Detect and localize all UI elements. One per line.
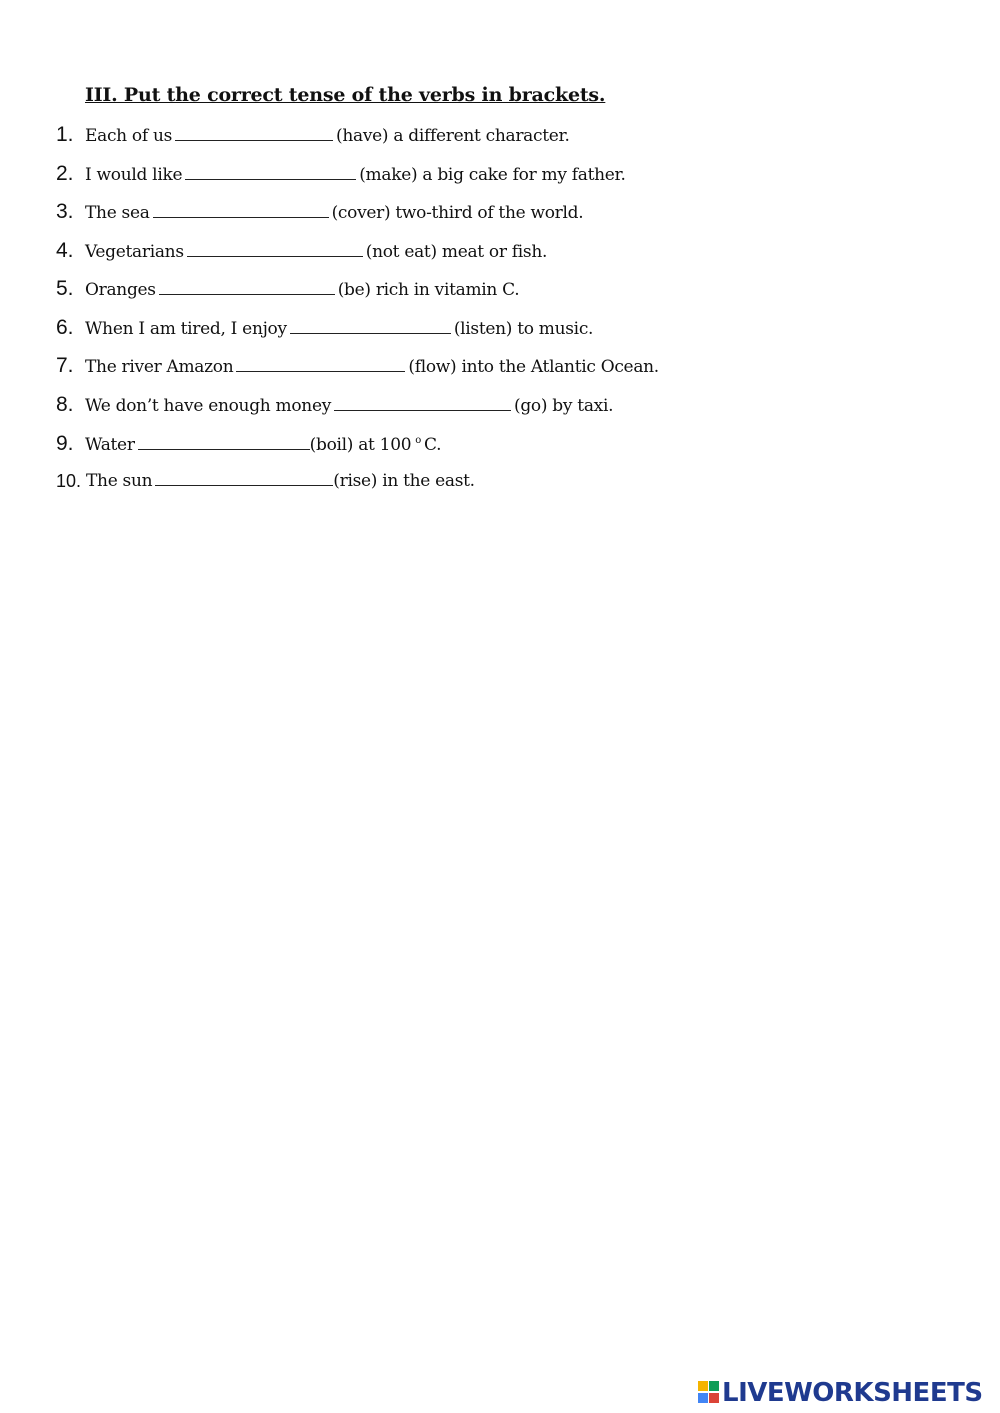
question-text [86, 470, 475, 491]
answer-blank-3[interactable] [153, 202, 329, 218]
logo-mark-icon [698, 1381, 720, 1405]
logo-text: LIVEWORKSHEETS [722, 1378, 983, 1408]
question-text [85, 164, 626, 185]
question-text [85, 395, 613, 416]
answer-blank-8[interactable] [334, 395, 511, 411]
answer-blank-9[interactable] [138, 434, 310, 450]
question-suffix: (listen) to music. [453, 319, 594, 339]
question-number: 6. [56, 316, 74, 339]
answer-blank-4[interactable] [187, 241, 363, 257]
answer-blank-2[interactable] [185, 164, 356, 180]
question-number: 3. [56, 200, 74, 223]
question-number: 2. [56, 162, 74, 185]
question-suffix: (flow) into the Atlantic Ocean. [408, 357, 659, 377]
question-number: 9. [56, 432, 74, 455]
question-text [85, 202, 583, 223]
answer-blank-7[interactable] [236, 356, 405, 372]
answer-blank-6[interactable] [290, 318, 451, 334]
question-text [85, 241, 547, 262]
question-number: 4. [56, 239, 74, 262]
question-suffix: (go) by taxi. [514, 396, 614, 416]
liveworksheets-logo [698, 1379, 983, 1407]
question-number: 8. [56, 393, 74, 416]
question-prefix: The sun [86, 471, 153, 491]
question-suffix: (not eat) meat or fish. [365, 242, 548, 262]
question-prefix: We don’t have enough money [85, 396, 332, 416]
question-prefix: Vegetarians [85, 242, 184, 262]
question-prefix: The sea [85, 203, 150, 223]
question-prefix: Water [85, 435, 135, 455]
degree-symbol: o [415, 435, 421, 447]
question-prefix: I would like [85, 165, 183, 185]
question-prefix: Each of us [85, 126, 173, 146]
question-text [85, 356, 659, 377]
question-suffix: (cover) two-third of the world. [331, 203, 584, 223]
question-suffix: (rise) in the east. [333, 471, 475, 491]
answer-blank-10[interactable] [155, 470, 333, 486]
question-number: 10. [56, 471, 82, 491]
question-text [85, 318, 593, 339]
question-suffix: (boil) at 100 [309, 435, 412, 455]
question-text [85, 434, 441, 455]
answer-blank-5[interactable] [159, 279, 335, 295]
question-prefix: Oranges [85, 280, 156, 300]
question-prefix: When I am tired, I enjoy [85, 319, 287, 339]
unit-label: C. [423, 435, 442, 455]
worksheet-heading: III. Put the correct tense of the verbs in brackets. [85, 84, 606, 106]
answer-blank-1[interactable] [175, 125, 333, 141]
question-suffix: (have) a different character. [336, 126, 570, 146]
question-number: 1. [56, 123, 74, 146]
question-text [85, 279, 519, 300]
question-suffix: (make) a big cake for my father. [359, 165, 626, 185]
question-text [85, 125, 570, 146]
question-prefix: The river Amazon [85, 357, 234, 377]
question-number: 5. [56, 277, 74, 300]
question-number: 7. [56, 354, 74, 377]
question-suffix: (be) rich in vitamin C. [337, 280, 520, 300]
